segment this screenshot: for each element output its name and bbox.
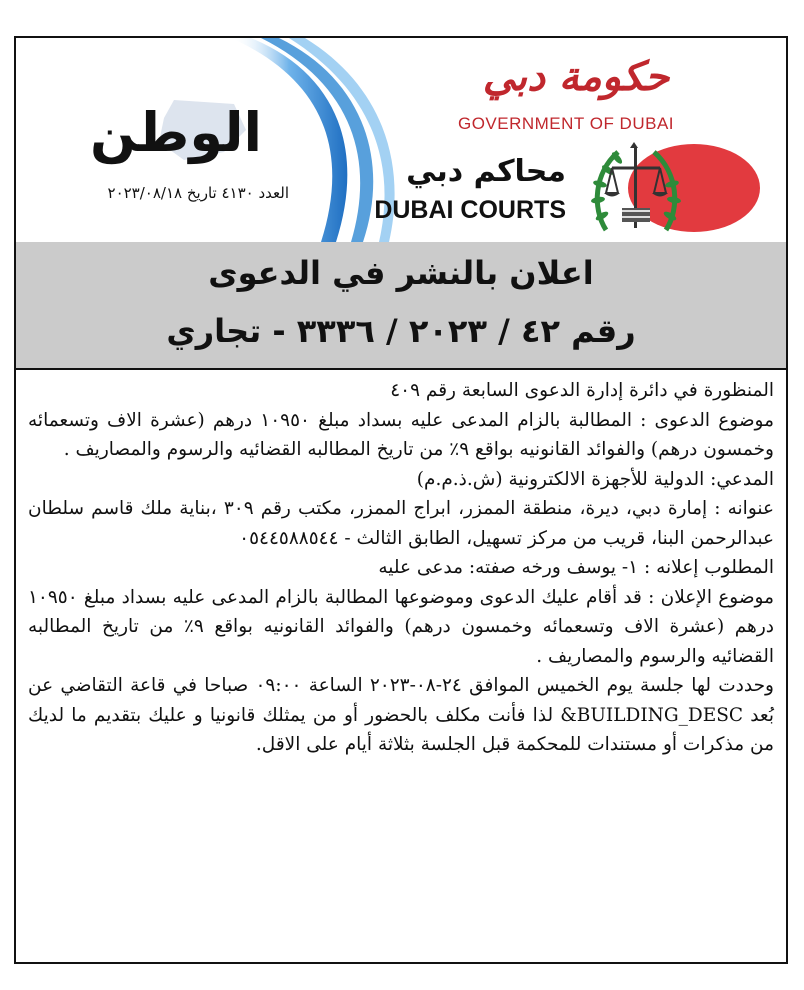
hearing-details-paragraph: وحددت لها جلسة يوم الخميس الموافق ٢٤-٠٨-٢٠٢٣ الساعة ٠٩:٠٠ صباحا في قاعة التقاضي عن بُعد BUILDING_DESC& لذا فأنت مكلف بالحضور أو من يمثلك قانونيا و عليك بتقديم ما لديك من مذكرات أو مستندات للمحكمة قبل الجلسة بثلاثة أيام على الاقل.	[28, 675, 774, 755]
title-band	[16, 242, 786, 370]
courts-logo-arabic: محاكم دبي	[406, 154, 566, 189]
announcement-title: اعلان بالنشر في الدعوى	[208, 254, 594, 292]
case-number: رقم ٤٢ / ٢٠٢٣ / ٣٣٣٦ - تجاري	[166, 312, 636, 350]
government-logo-english: GOVERNMENT OF DUBAI	[457, 114, 675, 133]
newspaper-logo: الوطن	[89, 101, 263, 164]
case-subject-paragraph: موضوع الدعوى : المطالبة بالزام المدعى عليه بسداد مبلغ ١٠٩٥٠ درهم (عشرة الاف وتسعمائه وخمسون درهم) والفوائد القانونيه بواقع ٩٪ من تاريخ المطالبه القضائيه والرسوم والمصاريف .	[28, 409, 774, 460]
header	[16, 38, 786, 244]
plaintiff-line: المدعي: الدولية للأجهزة الالكترونية (ش.ذ.م.م)	[416, 468, 774, 490]
announcement-frame	[14, 36, 788, 964]
issue-info: العدد ٤١٣٠ تاريخ ٢٠٢٣/٠٨/١٨	[107, 184, 289, 202]
courts-logo-english: DUBAI COURTS	[374, 196, 566, 224]
announcement-body	[16, 372, 786, 760]
notice-subject-paragraph: موضوع الإعلان : قد أقام عليك الدعوى وموضوعها المطالبة بالزام المدعى عليه بسداد مبلغ ١٠٩٥٠ درهم (عشرة الاف وتسعمائه وخمسون درهم) والفوائد القانونيه بواقع ٩٪ من تاريخ المطالبه القضائيه والرسوم والمصاريف .	[28, 586, 774, 667]
court-circuit-line: المنظورة في دائرة إدارة الدعوى السابعة رقم ٤٠٩	[390, 380, 774, 401]
defendant-line: المطلوب إعلانه : ١- يوسف ورخه صفته: مدعى عليه	[378, 557, 774, 578]
scales-of-justice-emblem-icon	[584, 138, 764, 242]
government-logo-arabic: حكومة دبي	[482, 53, 670, 100]
plaintiff-address-paragraph: عنوانه : إمارة دبي، ديرة، منطقة الممزر، ابراج الممزر، مكتب رقم ٣٠٩ ،بناية ملك قاسم سلطان عبدالرحمن البنا، قريب من مركز تسهيل، الطابق الثالث - ٠٥٤٤٥٨٨٥٤٤	[28, 498, 775, 549]
